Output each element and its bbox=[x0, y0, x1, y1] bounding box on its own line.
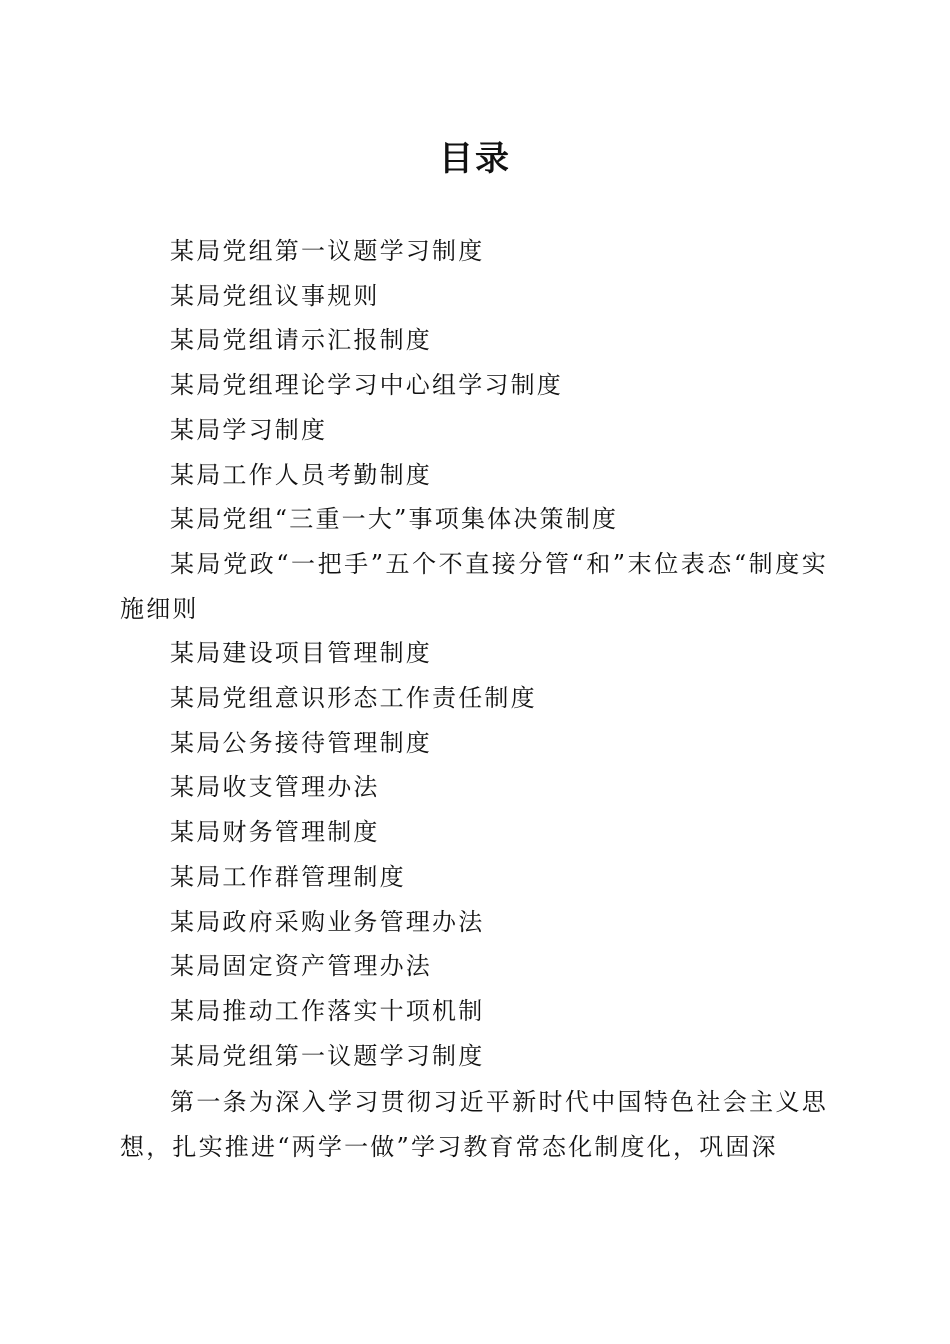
toc-item[interactable]: 某局工作人员考勤制度 bbox=[170, 460, 432, 489]
toc-item[interactable]: 某局党组议事规则 bbox=[170, 281, 380, 310]
toc-item[interactable]: 某局学习制度 bbox=[170, 415, 328, 444]
toc-item[interactable]: 某局财务管理制度 bbox=[170, 818, 380, 847]
toc-item[interactable]: 某局党政“一把手”五个不直接分管“和”末位表态“制度实施细则 bbox=[120, 549, 828, 623]
toc-item[interactable]: 某局政府采购业务管理办法 bbox=[170, 907, 485, 936]
toc-item[interactable]: 某局党组请示汇报制度 bbox=[170, 326, 432, 355]
toc-item[interactable]: 某局党组第一议题学习制度 bbox=[170, 1041, 485, 1070]
table-of-contents bbox=[120, 229, 828, 1078]
toc-item[interactable]: 某局固定资产管理办法 bbox=[170, 952, 432, 981]
body-paragraph: 第一条为深入学习贯彻习近平新时代中国特色社会主义思想，扎实推进“两学一做”学习教育常态化制度化，巩固深 bbox=[120, 1088, 828, 1161]
page-title: 目录 bbox=[439, 139, 511, 179]
toc-item[interactable]: 某局党组理论学习中心组学习制度 bbox=[170, 371, 563, 400]
toc-item[interactable]: 某局公务接待管理制度 bbox=[170, 728, 432, 757]
toc-item[interactable]: 某局党组“三重一大”事项集体决策制度 bbox=[170, 505, 619, 534]
toc-item[interactable]: 某局工作群管理制度 bbox=[170, 862, 406, 891]
toc-item[interactable]: 某局党组意识形态工作责任制度 bbox=[170, 684, 537, 713]
toc-item[interactable]: 某局收支管理办法 bbox=[170, 773, 380, 802]
toc-item[interactable]: 某局建设项目管理制度 bbox=[170, 639, 432, 668]
toc-item[interactable]: 某局党组第一议题学习制度 bbox=[170, 237, 485, 265]
toc-item[interactable]: 某局推动工作落实十项机制 bbox=[170, 996, 485, 1025]
